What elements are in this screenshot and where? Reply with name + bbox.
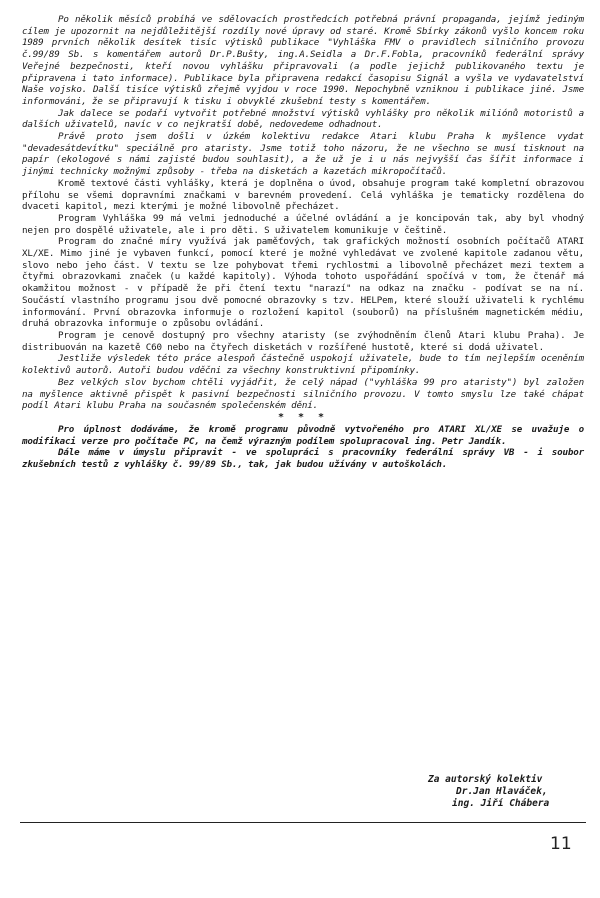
paragraph-feedback: Jestliže výsledek této práce alespoň částečně uspokojí uživatele, bude to tím nejlepším oceněním kolektivů autorů. Autoři budou vděčni za všechny konstruktivní připomínky. <box>22 353 584 377</box>
paragraph-tests: Dále máme v úmyslu připravit - ve spolupráci s pracovníky federální správy VB - i soubor zkušebních testů z vyhlášky č. 99/89 Sb., tak, jak budou užívány v autoškolách. <box>22 447 584 471</box>
article-body <box>22 14 584 471</box>
paragraph-idea: Právě proto jsem došli v úzkém kolektivu redakce Atari klubu Praha k myšlence vydat "devadesátdevítku" speciálně pro ataristy. Jsme totiž toho názoru, že ne všechno se musí tisknout na papír (ekologové s námi zajisté budou souhlasit), a že už je i u nás nejvyšší čas šířit informace i jinými technicky možnými způsoby - třeba na disketách a kazetách mikropočítačů. <box>22 131 584 178</box>
paragraph-pc-version: Pro úplnost dodáváme, že kromě programu původně vytvořeného pro ATARI XL/XE se uvažuje o modifikaci verze pro počítače PC, na čemž výrazným podílem spolupracoval ing. Petr Jandík. <box>22 423 584 447</box>
footer-rule <box>20 822 586 823</box>
paragraph-intro: Po několik měsíců probíhá ve sdělovacích prostředcích potřebná právní propaganda, jejímž jediným cílem je upozornit na nejdůležitější rozdíly nové úpravy od staré. Kromě Sbírky zákonů vyšlo koncem roku 1989 prvních několik desítek tisíc výtisků publikace "Vyhláška FMV o pravidlech silničního provozu č.99/89 Sb. s komentářem autorů Dr.P.Bušty, ing.A.Seidla a Dr.F.Fobla, pracovníků federální správy Veřejné bezpečnosti, kteří novou vyhlášku připravovali (a podle jejichž publikovaného textu je připravena i tato informace). Publikace byla připravena redakcí časopisu Signál a vyšla ve vydavatelství Naše vojsko. Další tisíce výtisků zřejmě vyjdou v roce 1990. Nepochybně vzniknou i publikace jiné. Jsme informováni, že se připravují k tisku i obvyklé zkušební testy s komentářem. <box>22 14 584 107</box>
section-separator: * * * <box>277 411 329 423</box>
signature-author-2: ing. Jiří Chábera <box>452 798 550 809</box>
paragraph-estimate: Jak dalece se podaří vytvořit potřebné množství výtisků vyhlášky pro několik miliónů motoristů a dalších uživatelů, navíc v co nejkratší době, nedovedeme odhadnout. <box>22 107 584 131</box>
paragraph-distribution: Program je cenově dostupný pro všechny ataristy (se zvýhodněním členů Atari klubu Praha). Je distribuován na kazetě C60 nebo na čtyřech disketách v rozšířené hustotě, které si dodá uživatel. <box>22 329 584 353</box>
signature-heading: Za autorský kolektiv <box>428 774 543 785</box>
paragraph-controls: Program Vyhláška 99 má velmi jednoduché a účelné ovládání a je koncipován tak, aby byl vhodný nejen pro dospělé uživatele, ale i pro děti. S uživatelem komunikuje v češtině. <box>22 212 584 236</box>
signature-author-1: Dr.Jan Hlaváček, <box>456 786 548 797</box>
signature-block <box>428 774 588 810</box>
page-number: 11 <box>550 834 572 854</box>
paragraph-safety: Bez velkých slov bychom chtěli vyjádřit, že celý nápad ("vyhláška 99 pro ataristy") byl založen na myšlence aktivně přispět k pasivní bezpečnosti silničního provozu. V tomto smyslu lze také chápat podíl Atari klubu Praha na současném společenském dění. <box>22 376 584 412</box>
paragraph-content: Kromě textové části vyhlášky, která je doplněna o úvod, obsahuje program také kompletní obrazovou přílohu se všemi dopravními značkami v barevném provedení. Celá vyhláška je tematicky rozdělena do dvaceti kapitol, mezi kterými je možné libovolně přecházet. <box>22 177 584 213</box>
paragraph-features: Program do značné míry využívá jak paměťových, tak grafických možností osobních počítačů ATARI XL/XE. Mimo jiné je vybaven funkcí, pomocí které je možné vyhledávat ve zvolené kapitole zadanou větu, slovo nebo jeho část. V textu se lze pohybovat třemi rychlostmi a libovolně přecházet mezi textem a čtyřmi obrazovkami značek (u každé kapitoly). Výhoda tohoto uspořádání spočívá v tom, že čtenář má okamžitou možnost - v případě že při čtení textu "narazí" na odkaz na značku - podívat se na ní. Součástí vlastního programu jsou dvě pomocné obrazovky s tzv. HELPem, které slouží uživateli k rychlému informování. První obrazovka informuje o rozložení kapitol (souborů) na příslušném magnetickém médiu, druhá obrazovka informuje o způsobu ovládání. <box>22 236 584 330</box>
